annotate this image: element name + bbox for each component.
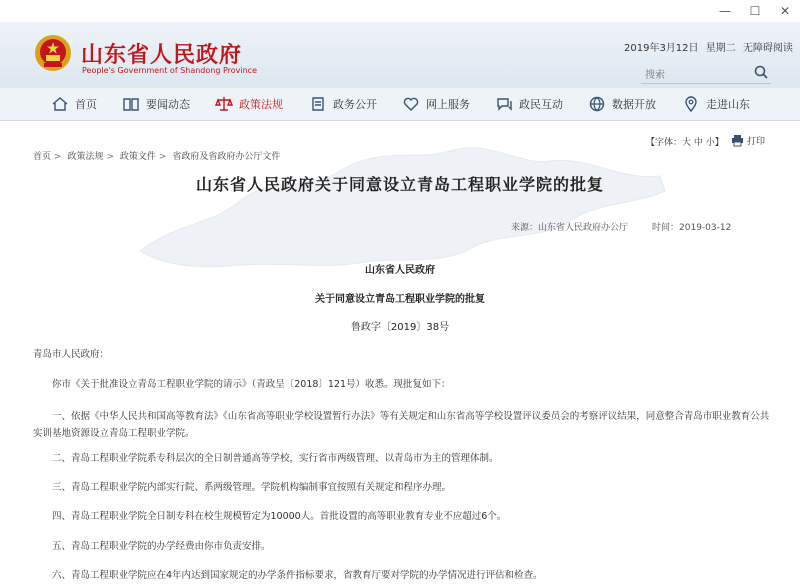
nav-item-news[interactable] <box>122 94 190 114</box>
paragraph: 四、青岛工程职业学院全日制专科在校生规模暂定为10000人。首批设置的高等职业教育专业不应超过6个。 <box>52 511 507 522</box>
breadcrumb-item[interactable]: 首页 <box>33 152 52 162</box>
doc-title: 关于同意设立青岛工程职业学院的批复 <box>315 294 485 305</box>
print-button[interactable] <box>731 134 765 147</box>
map-pin-icon <box>682 95 700 113</box>
nav-item-home[interactable] <box>51 94 97 114</box>
nav-label: 政务公开 <box>333 98 377 111</box>
top-info <box>620 39 793 54</box>
nav-item-public[interactable] <box>309 94 377 114</box>
window-titlebar <box>0 0 800 23</box>
font-size-control[interactable]: 【字体：大 中 小】 <box>646 138 724 148</box>
printer-icon <box>731 134 744 147</box>
print-label: 打印 <box>747 137 766 147</box>
article-meta <box>511 220 755 233</box>
document-stack-icon <box>309 95 327 113</box>
article-time: 时间：2019-03-12 <box>652 223 732 233</box>
book-icon <box>122 95 140 113</box>
article-content <box>0 121 800 585</box>
maximize-icon[interactable]: ☐ <box>749 4 761 18</box>
accessibility-link[interactable]: 无障碍阅读 <box>742 43 793 54</box>
nav-label: 要闻动态 <box>146 98 190 111</box>
national-emblem-icon <box>33 33 73 73</box>
nav-label: 网上服务 <box>426 98 470 111</box>
nav-label: 政策法规 <box>239 98 283 111</box>
search-input[interactable] <box>641 67 745 85</box>
breadcrumb: 首页 > 政策法规 > 政策文件 > 省政府及省政府办公厅文件 <box>33 152 281 162</box>
home-icon <box>51 95 69 113</box>
nav-item-shandong[interactable] <box>682 94 750 114</box>
nav-label: 政民互动 <box>519 98 563 111</box>
doc-issuer: 山东省人民政府 <box>365 265 435 276</box>
nav-label: 首页 <box>75 98 97 111</box>
paragraph: 五、青岛工程职业学院的办学经费由你市负责安排。 <box>52 541 271 552</box>
scales-icon <box>215 95 233 113</box>
nav-label: 走进山东 <box>706 98 750 111</box>
nav-item-policy[interactable] <box>215 94 283 114</box>
heart-icon <box>402 95 420 113</box>
main-nav <box>0 88 800 121</box>
globe-icon <box>588 95 606 113</box>
nav-item-service[interactable] <box>402 94 470 114</box>
paragraph: 你市《关于批准设立青岛工程职业学院的请示》（青政呈〔2018〕121号）收悉。现批复如下： <box>52 379 451 390</box>
site-title[interactable]: 山东省人民政府 <box>81 43 243 68</box>
search-box <box>641 63 771 84</box>
nav-label: 数据开放 <box>612 98 656 111</box>
breadcrumb-item[interactable]: 省政府及省政府办公厅文件 <box>172 152 281 162</box>
chat-icon <box>495 95 513 113</box>
breadcrumb-item[interactable]: 政策文件 <box>119 152 156 162</box>
doc-number: 鲁政字〔2019〕38号 <box>350 322 450 333</box>
paragraph: 二、青岛工程职业学院系专科层次的全日制普通高等学校，实行省市两级管理、以青岛市为主的管理体制。 <box>52 453 499 464</box>
minimize-icon[interactable]: — <box>719 4 731 18</box>
article-source: 来源：山东省人民政府办公厅 <box>511 223 629 233</box>
search-icon[interactable] <box>753 64 769 80</box>
breadcrumb-item[interactable]: 政策法规 <box>67 152 104 162</box>
paragraph: 一、依据《中华人民共和国高等教育法》《山东省高等职业学校设置暂行办法》等有关规定和山东省高等学校设置评议委员会的考察评议结果，同意整合青岛市职业教育公共实训基地资源设立青岛工程职业学院。 <box>33 411 770 439</box>
close-icon[interactable]: ✕ <box>779 4 791 18</box>
nav-item-data[interactable] <box>588 94 656 114</box>
current-weekday: 星期二 <box>705 43 736 54</box>
paragraph: 三、青岛工程职业学院内部实行院、系两级管理。学院机构编制事宜按照有关规定和程序办理。 <box>52 482 452 493</box>
article-title: 山东省人民政府关于同意设立青岛工程职业学院的批复 <box>195 175 604 194</box>
site-subtitle: People's Government of Shandong Province <box>82 66 257 75</box>
paragraph: 六、青岛工程职业学院应在4年内达到国家规定的办学条件指标要求，省教育厅要对学院的办学情况进行评估和检查。 <box>52 570 543 581</box>
nav-item-interaction[interactable] <box>495 94 563 114</box>
current-date: 2019年3月12日 <box>624 43 699 54</box>
paragraph: 青岛市人民政府： <box>33 349 110 360</box>
